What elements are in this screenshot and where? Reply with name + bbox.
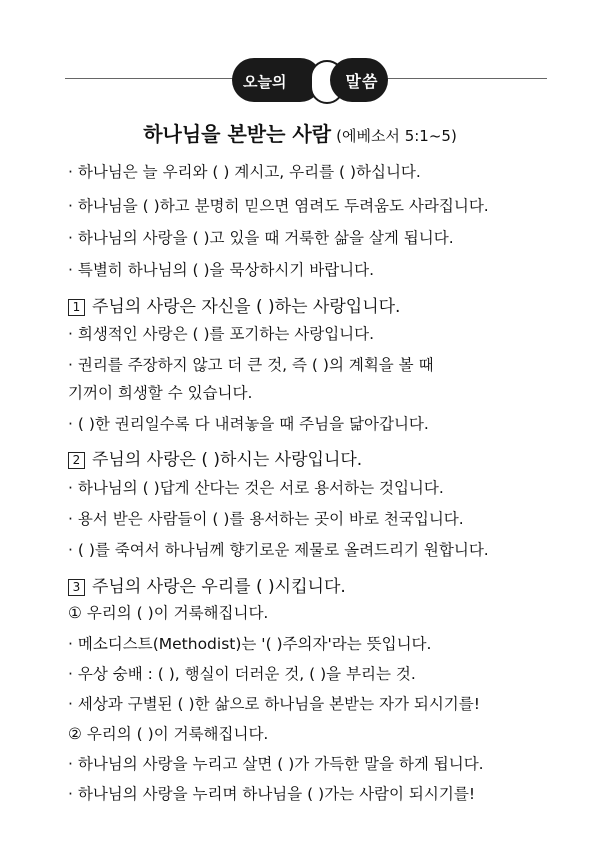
- section-line: · 하나님의 사랑을 누리고 살면 ( )가 가득한 말을 하게 됩니다.: [68, 755, 484, 773]
- section-heading: [68, 292, 400, 317]
- section-line: ① 우리의 ( )이 거룩해집니다.: [68, 604, 269, 622]
- section-line: · 권리를 주장하지 않고 더 큰 것, 즉 ( )의 계획을 볼 때: [68, 356, 434, 374]
- intro-line: · 하나님은 늘 우리와 ( ) 계시고, 우리를 ( )하십니다.: [68, 163, 421, 181]
- section-line: · 하나님의 ( )답게 산다는 것은 서로 용서하는 것입니다.: [68, 479, 444, 497]
- section-number: 3: [68, 579, 85, 596]
- section-line: 기꺼이 희생할 수 있습니다.: [68, 384, 253, 402]
- title-main: 하나님을 본받는 사람: [143, 122, 332, 146]
- intro-line: · 특별히 하나님의 ( )을 묵상하시기 바랍니다.: [68, 261, 375, 279]
- badge-left-label: 오늘의: [243, 73, 287, 91]
- section-line: · ( )한 권리일수록 다 내려놓을 때 주님을 닮아갑니다.: [68, 415, 429, 433]
- section-line: · 용서 받은 사람들이 ( )를 용서하는 곳이 바로 천국입니다.: [68, 510, 464, 528]
- section-line: · 메소디스트(Methodist)는 '( )주의자'라는 뜻입니다.: [68, 635, 432, 653]
- section-line: · 희생적인 사랑은 ( )를 포기하는 사랑입니다.: [68, 325, 375, 343]
- section-heading-text: 주님의 사랑은 ( )하시는 사랑입니다.: [92, 450, 363, 470]
- section-number: 1: [68, 299, 85, 316]
- section-line: · ( )를 죽여서 하나님께 향기로운 제물로 올려드리기 원합니다.: [68, 541, 489, 559]
- section-line: · 하나님의 사랑을 누리며 하나님을 ( )가는 사람이 되시기를!: [68, 785, 476, 803]
- section-heading-text: 주님의 사랑은 우리를 ( )시킵니다.: [92, 577, 346, 597]
- section-number: 2: [68, 452, 85, 469]
- header: [0, 0, 600, 120]
- section-heading: [68, 445, 362, 470]
- section-heading: [68, 572, 346, 597]
- section-line: · 우상 숭배 : ( ), 행실이 더러운 것, ( )을 부리는 것.: [68, 665, 416, 683]
- section-line: · 세상과 구별된 ( )한 삶으로 하나님을 본받는 자가 되시기를!: [68, 695, 480, 713]
- section-line: ② 우리의 ( )이 거룩해집니다.: [68, 725, 269, 743]
- badge-right: [330, 58, 388, 102]
- page-title: [0, 118, 600, 147]
- title-reference: (에베소서 5:1~5): [336, 127, 457, 145]
- intro-line: · 하나님의 사랑을 ( )고 있을 때 거룩한 삶을 살게 됩니다.: [68, 229, 454, 247]
- section-heading-text: 주님의 사랑은 자신을 ( )하는 사랑입니다.: [92, 297, 401, 317]
- intro-line: · 하나님을 ( )하고 분명히 믿으면 염려도 두려움도 사라집니다.: [68, 197, 489, 215]
- badge-right-label: 말씀: [345, 71, 379, 91]
